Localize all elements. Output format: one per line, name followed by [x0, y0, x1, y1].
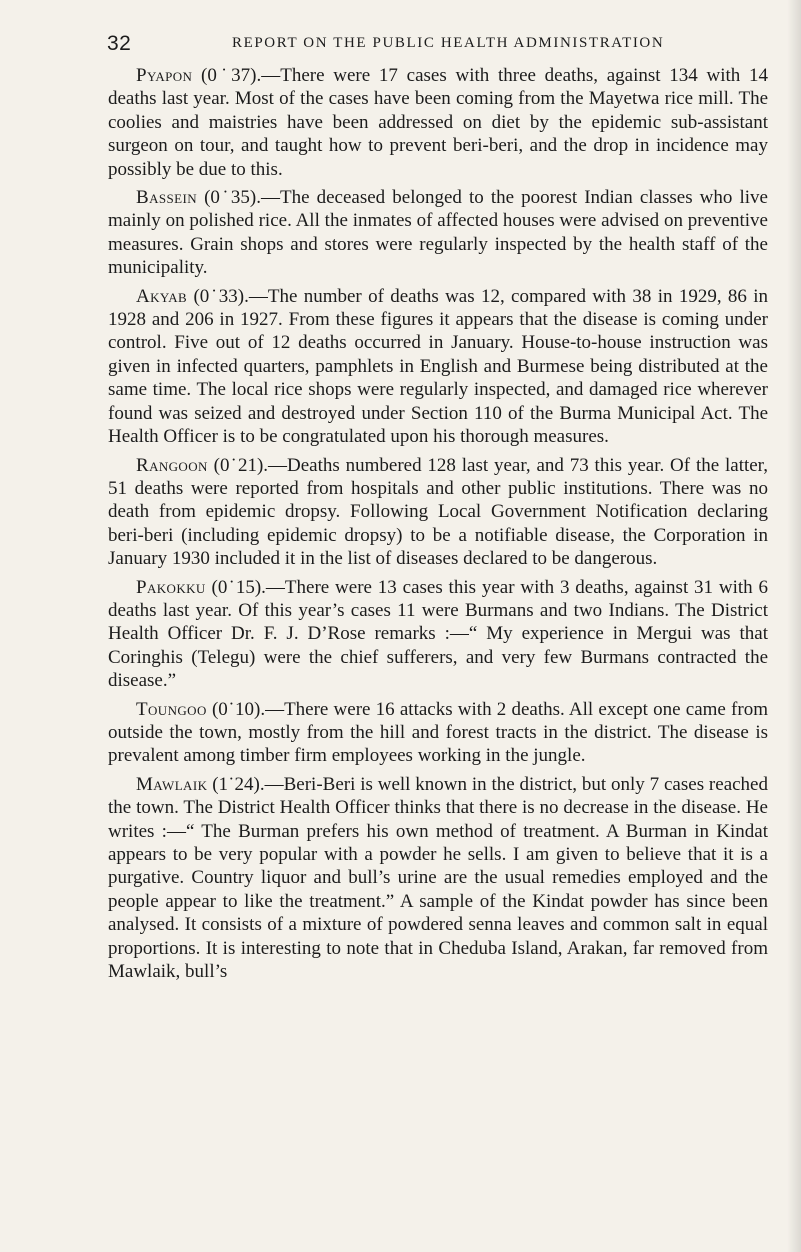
paragraph-pakokku — [108, 576, 768, 693]
place-name: Toungoo — [136, 698, 207, 720]
page-header — [0, 32, 801, 56]
paragraph-text: (1˙24).—Beri-Beri is well known in the district, but only 7 cases reached the town. The District Health Officer thinks that there is no decrease in the disease. He writes :—“ The Burman prefers his own method of treatment. A Burman in Kindat appears to be very popular with a powder he sells. I am given to believe that it is a purgative. Country liquor and bull’s urine are the usual remedies employed and the people appear to like the treatment.” A sample of the Kindat powder has since been analysed. It consists of a mixture of powdered senna leaves and common salt in equal proportions. It is interesting to note that in Cheduba Island, Arakan, far removed from Mawlaik, bull’s — [108, 773, 768, 983]
paragraph-text: (0˙15).—There were 13 cases this year with 3 deaths, against 31 with 6 deaths last year. Of this year’s cases 11 were Burmans and two Indians. The District Health Officer Dr. F. J. D’Rose remarks :—“ My experience in Mergui was that Coringhis (Telegu) were the chief sufferers, and very few Burmans contracted the disease.” — [108, 576, 768, 692]
place-name: Mawlaik — [136, 773, 208, 795]
paragraph-text: (0˙33).—The number of deaths was 12, compared with 38 in 1929, 86 in 1928 and 206 in 1927. From these figures it appears that the disease is coming under control. Five out of 12 deaths occurred in January. House-to-house instruction was given in infected quarters, pamphlets in English and Burmese being distributed at the same time. The local rice shops were regularly inspected, and damaged rice wherever found was seized and destroyed under Section 110 of the Burma Municipal Act. The Health Officer is to be congratulated upon his thorough measures. — [108, 285, 768, 448]
page-number: 32 — [107, 32, 132, 55]
paragraph-pyapon — [108, 64, 768, 181]
paragraph-rangoon — [108, 454, 768, 571]
place-name: Akyab — [136, 285, 188, 307]
paragraph-toungoo — [108, 698, 768, 768]
report-body — [108, 64, 768, 988]
place-name: Pyapon — [136, 65, 193, 86]
place-name: Rangoon — [136, 454, 208, 476]
running-title: REPORT ON THE PUBLIC HEALTH ADMINISTRATION — [232, 35, 665, 51]
place-name: Pakokku — [136, 576, 206, 598]
place-name: Bassein — [136, 187, 197, 209]
paragraph-mawlaik — [108, 773, 768, 984]
paragraph-text: (0˙37).—There were 17 cases with three deaths, against 134 with 14 deaths last year. Most of the cases have been coming from the Mayetwa rice mill. The coolies and maistries have been addressed on diet by the epidemic sub-assistant surgeon on tour, and taught how to prevent beri-beri, and the drop in incidence may possibly be due to this. — [108, 65, 768, 180]
paragraph-text: (0˙35).—The deceased belonged to the poorest Indian classes who live mainly on polished rice. All the inmates of affected houses were advised on preventive measures. Grain shops and stores were regularly inspected by the health staff of the municipality. — [108, 187, 768, 279]
paragraph-text: (0˙21).—Deaths numbered 128 last year, and 73 this year. Of the latter, 51 deaths were reported from hospitals and other public institutions. There was no death from epidemic dropsy. Following Local Government Notification declaring beri-beri (including epidemic dropsy) to be a notifiable disease, the Corporation in January 1930 included it in the list of diseases declared to be dangerous. — [108, 454, 768, 570]
page-edge-shadow — [787, 0, 801, 1252]
paragraph-bassein — [108, 186, 768, 280]
paragraph-akyab — [108, 285, 768, 449]
paragraph-text: (0˙10).—There were 16 attacks with 2 deaths. All except one came from outside the town, mostly from the hill and forest tracts in the district. The disease is prevalent among timber firm employees working in the jungle. — [108, 698, 768, 767]
